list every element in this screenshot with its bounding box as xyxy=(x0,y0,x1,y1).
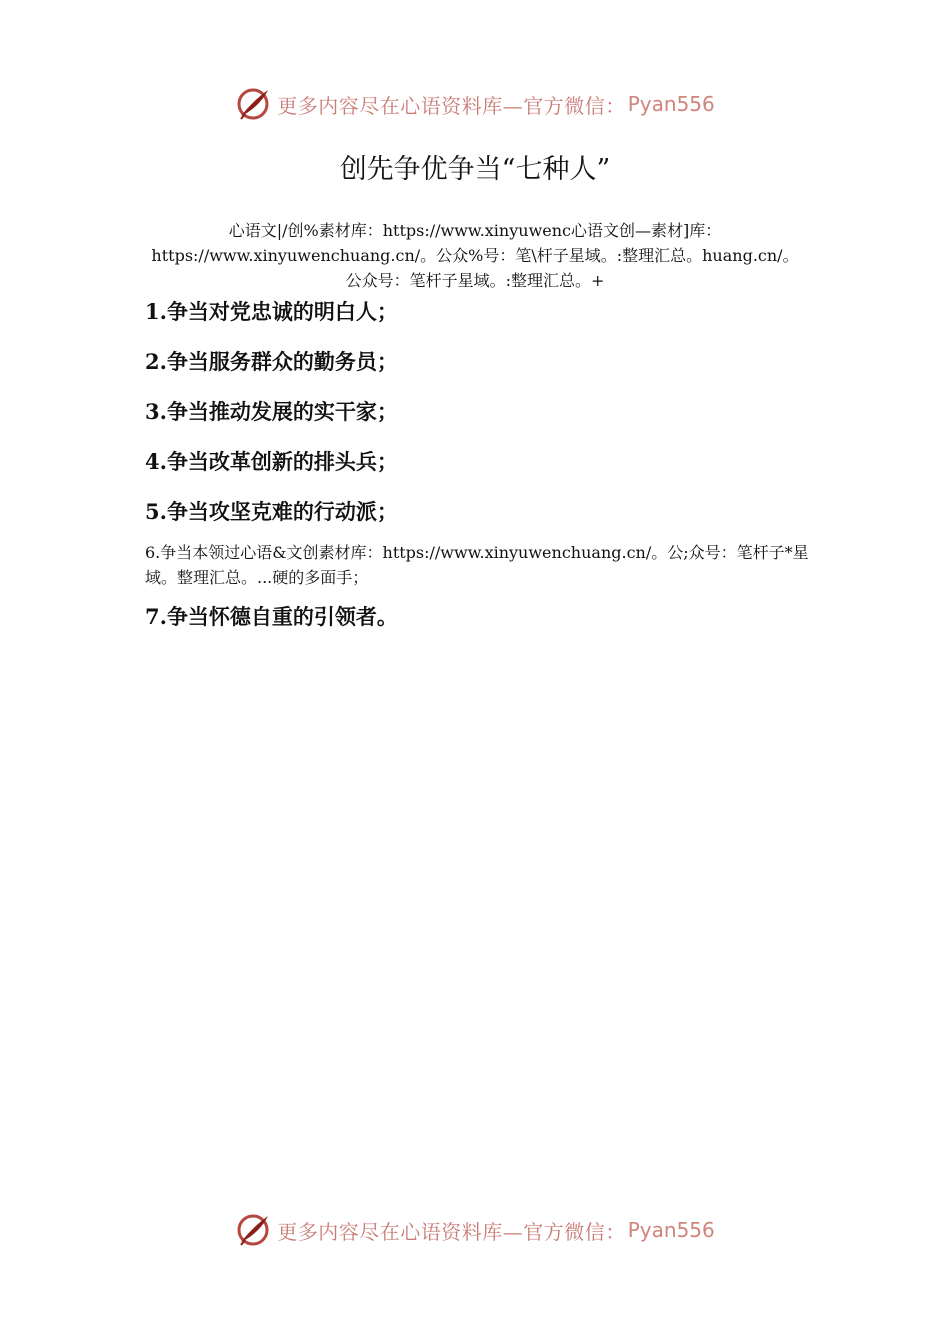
list-item xyxy=(145,298,810,326)
list-item xyxy=(145,540,810,590)
item-text: 争当推动发展的实干家； xyxy=(166,400,398,424)
item-number: 3. xyxy=(145,399,167,424)
list-item xyxy=(145,603,810,631)
intro-paragraph: 心语文|/创%素材库：https://www.xinyuwenc心语文创—素材]库：https://www.xinyuwenchuang.cn/。公众%号：笔\杆子星域。:整理汇总。huang.cn/。公众号：笔杆子星域。:整理汇总。+ xyxy=(151,221,799,290)
list-item xyxy=(145,448,810,476)
footer-banner xyxy=(0,1208,950,1252)
header-banner xyxy=(0,82,950,126)
item-number: 1. xyxy=(145,299,167,324)
item-text: 争当本领过心语&文创素材库：https://www.xinyuwenchuang.cn/。公;众号：笔杆子*星域。整理汇总。...硬的多面手； xyxy=(145,543,809,587)
banner-text: 更多内容尽在心语资料库—官方微信： xyxy=(277,1219,626,1244)
banner-text: 更多内容尽在心语资料库—官方微信： xyxy=(277,93,626,118)
item-text: 争当改革创新的排头兵； xyxy=(166,450,398,474)
item-number: 4. xyxy=(145,449,167,474)
item-text: 争当攻坚克难的行动派； xyxy=(166,500,398,524)
quill-pen-logo-icon xyxy=(235,86,271,122)
document-title: 创先争优争当“七种人” xyxy=(339,154,611,185)
item-number: 2. xyxy=(145,349,167,374)
list-item xyxy=(145,348,810,376)
quill-pen-logo-icon xyxy=(235,1212,271,1248)
item-number: 7. xyxy=(145,604,167,629)
item-text: 争当服务群众的勤务员； xyxy=(166,350,398,374)
banner-handle: Pyan556 xyxy=(627,92,715,116)
item-text: 争当怀德自重的引领者。 xyxy=(166,605,398,629)
item-list xyxy=(145,298,810,653)
item-text: 争当对党忠诚的明白人； xyxy=(166,300,398,324)
item-number: 5. xyxy=(145,499,167,524)
list-item xyxy=(145,398,810,426)
list-item xyxy=(145,498,810,526)
banner-handle: Pyan556 xyxy=(627,1218,715,1242)
item-number: 6. xyxy=(145,543,161,562)
